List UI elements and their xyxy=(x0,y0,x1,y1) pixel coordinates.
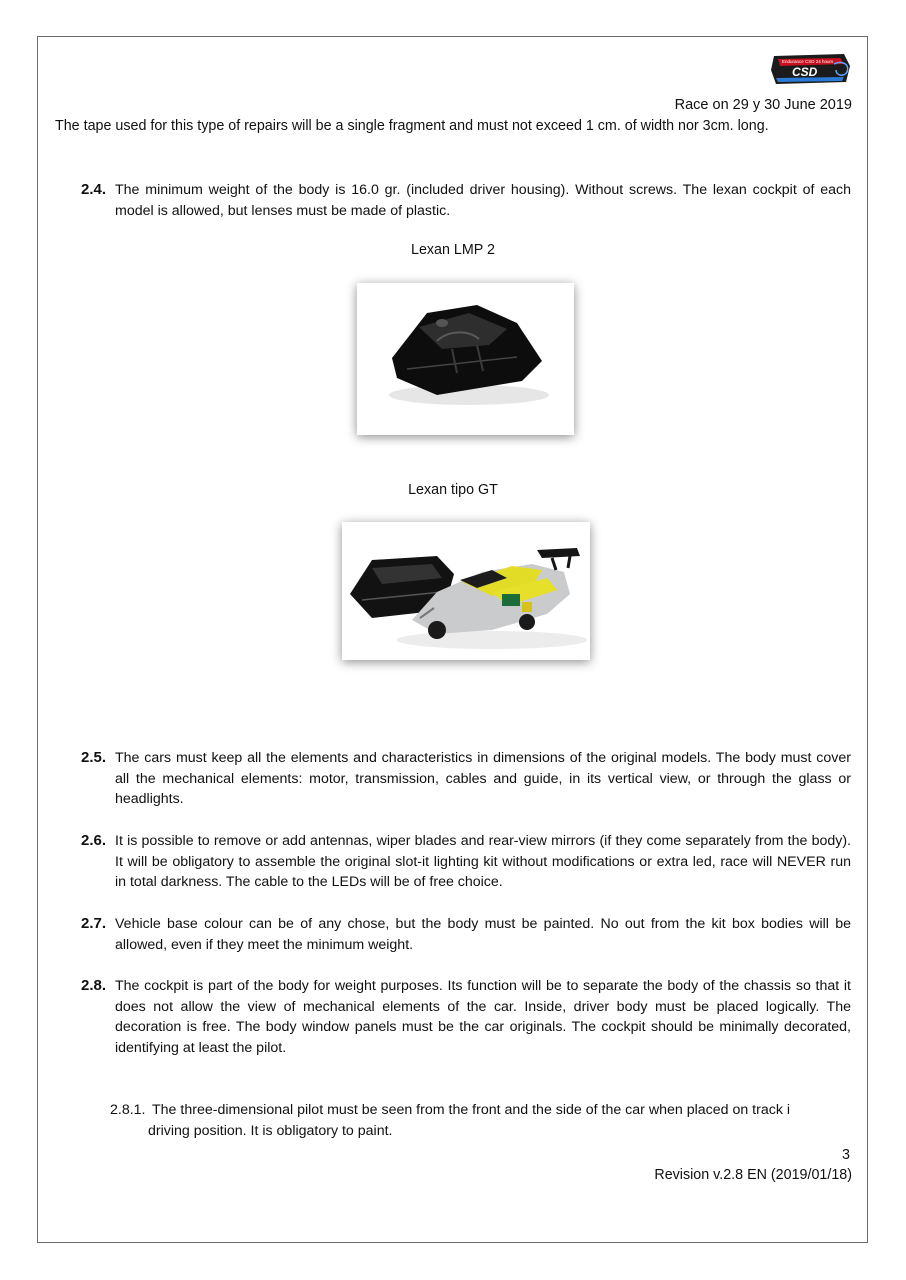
logo-small-text: Endurance CSD 24 hours xyxy=(782,59,834,64)
clause-2-4 xyxy=(81,180,851,221)
clause-2-7 xyxy=(81,914,851,955)
lexan-gt-photo xyxy=(342,522,590,660)
clause-number: 2.7. xyxy=(81,915,107,932)
clause-number: 2.8. xyxy=(81,977,107,994)
logo-text: CSD xyxy=(792,65,818,79)
clause-number: 2.6. xyxy=(81,832,107,849)
subclause-line-2: driving position. It is obligatory to paint. xyxy=(148,1122,393,1139)
clause-number: 2.4. xyxy=(81,181,107,198)
clause-2-6 xyxy=(81,831,851,893)
race-date: Race on 29 y 30 June 2019 xyxy=(674,97,852,113)
subclause-number: 2.8.1. xyxy=(110,1102,146,1118)
clause-text: Vehicle base colour can be of any chose, but the body must be painted. No out from the kit box bodies will be allowed, even if they meet the minimum weight. xyxy=(115,916,851,953)
lexan-lmp2-photo xyxy=(357,283,574,435)
revision-label: Revision v.2.8 EN (2019/01/18) xyxy=(654,1167,852,1183)
page-number: 3 xyxy=(842,1147,850,1163)
clause-text: The cockpit is part of the body for weight purposes. Its function will be to separate the body of the chassis so that it does not allow the view of mechanical elements of the car. Inside, driver body must be placed logically. The decoration is free. The body window panels must be the car originals. The cockpit should be minimally decorated, identifying at least the pilot. xyxy=(115,978,851,1056)
clause-text: The cars must keep all the elements and characteristics in dimensions of the original models. The body must cover all the mechanical elements: motor, transmission, cables and guide, in its vertical view, or through the glass or headlights. xyxy=(115,750,851,807)
clause-text: It is possible to remove or add antennas, wiper blades and rear-view mirrors (if they come separately from the body). It will be obligatory to assemble the original slot-it lighting kit without modifications or extra led, race will NEVER run in total darkness. The cable to the LEDs will be of free choice. xyxy=(115,833,851,890)
figure-caption-gt: Lexan tipo GT xyxy=(408,482,498,498)
clause-2-8 xyxy=(81,976,851,1058)
subclause-2-8-1 xyxy=(110,1100,851,1141)
clause-text: The minimum weight of the body is 16.0 gr. (included driver housing). Without screws. The lexan cockpit of each model is allowed, but lenses must be made of plastic. xyxy=(115,182,851,219)
intro-paragraph: The tape used for this type of repairs will be a single fragment and must not exceed 1 cm. of width nor 3cm. long. xyxy=(55,118,769,134)
figure-caption-lmp2: Lexan LMP 2 xyxy=(411,242,495,258)
subclause-line-1: The three-dimensional pilot must be seen from the front and the side of the car when placed on track i xyxy=(152,1102,791,1118)
csd-logo xyxy=(770,50,852,86)
clause-number: 2.5. xyxy=(81,749,107,766)
clause-2-5 xyxy=(81,748,851,810)
